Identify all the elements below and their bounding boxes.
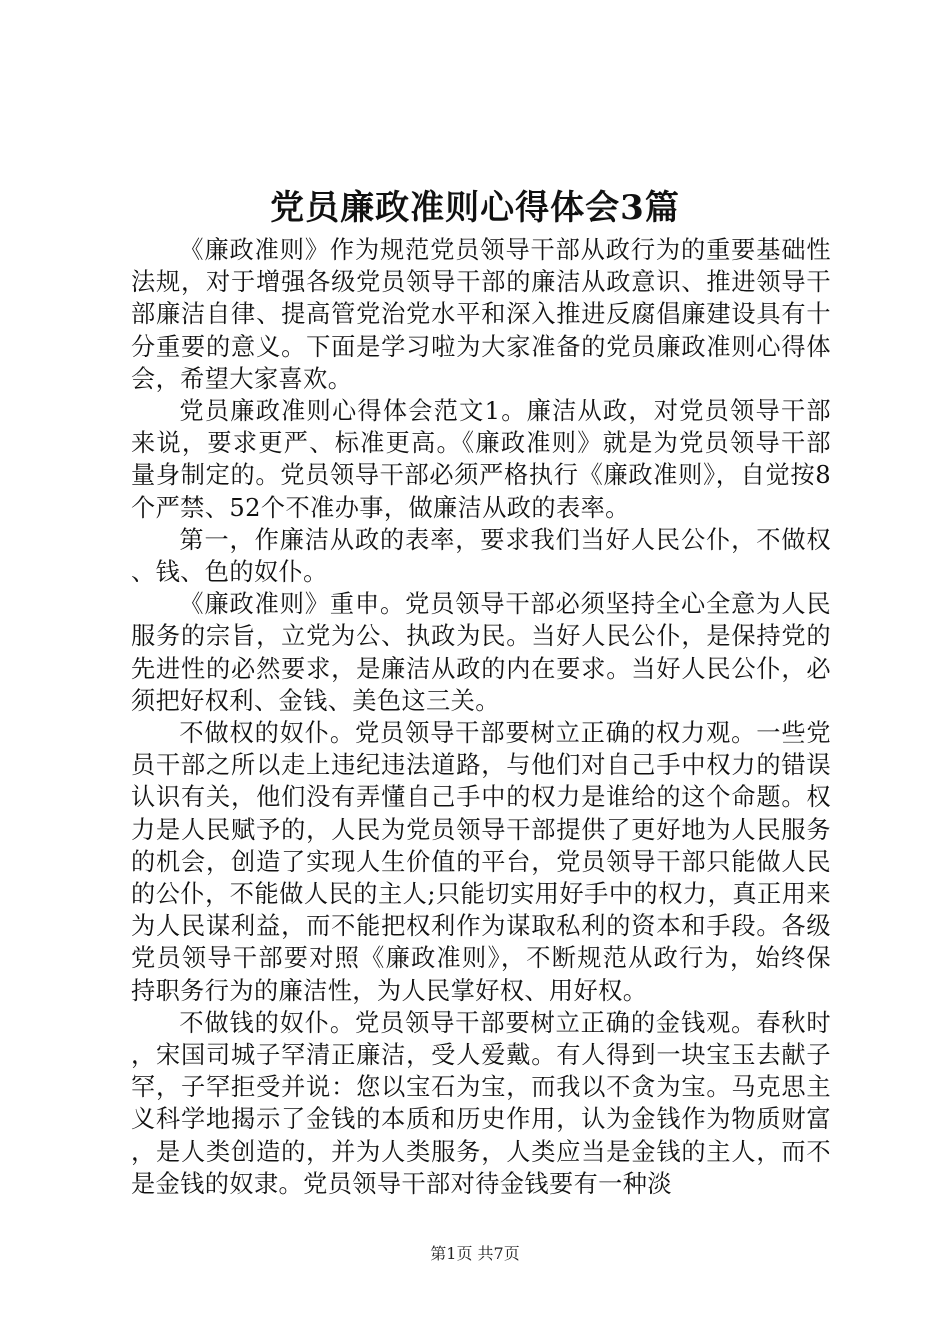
paragraph: 不做权的奴仆。党员领导干部要树立正确的权力观。一些党员干部之所以走上违纪违法道路，与他们对自己手中权力的错误认识有关，他们没有弄懂自己手中的权力是谁给的这个命题。权力是人民赋予的，人民为党员领导干部提供了更好地为人民服务的机会，创造了实现人生价值的平台，党员领导干部只能做人民的公仆，不能做人民的主人;只能切实用好手中的权力，真正用来为人民谋利益，而不能把权利作为谋取私利的资本和手段。各级党员领导干部要对照《廉政准则》，不断规范从政行为，始终保持职务行为的廉洁性，为人民掌好权、用好权。 (131, 719, 831, 1005)
document-title: 党员廉政准则心得体会3篇 (270, 188, 680, 228)
paragraph: 第一，作廉洁从政的表率，要求我们当好人民公仆，不做权、钱、色的奴仆。 (131, 525, 831, 587)
page-number-footer: 第1页 共7页 (430, 1244, 520, 1263)
paragraph: 《廉政准则》作为规范党员领导干部从政行为的重要基础性法规，对于增强各级党员领导干部的廉洁从政意识、推进领导干部廉洁自律、提高管党治党水平和深入推进反腐倡廉建设具有十分重要的意义。下面是学习啦为大家准备的党员廉政准则心得体会，希望大家喜欢。 (131, 236, 831, 393)
paragraph: 党员廉政准则心得体会范文1。廉洁从政，对党员领导干部来说，要求更严、标准更高。《廉政准则》就是为党员领导干部量身制定的。党员领导干部必须严格执行《廉政准则》，自觉按8个严禁、52个不准办事，做廉洁从政的表率。 (131, 397, 831, 522)
document-body (131, 234, 831, 1200)
paragraph: 《廉政准则》重申。党员领导干部必须坚持全心全意为人民服务的宗旨，立党为公、执政为民。当好人民公仆，是保持党的先进性的必然要求，是廉洁从政的内在要求。当好人民公仆，必须把好权利、金钱、美色这三关。 (131, 590, 831, 715)
paragraph: 不做钱的奴仆。党员领导干部要树立正确的金钱观。春秋时，宋国司城子罕清正廉洁，受人爱戴。有人得到一块宝玉去献子罕，子罕拒受并说：您以宝石为宝，而我以不贪为宝。马克思主义科学地揭示了金钱的本质和历史作用，认为金钱作为物质财富，是人类创造的，并为人类服务，人类应当是金钱的主人，而不是金钱的奴隶。党员领导干部对待金钱要有一种淡 (131, 1008, 831, 1198)
